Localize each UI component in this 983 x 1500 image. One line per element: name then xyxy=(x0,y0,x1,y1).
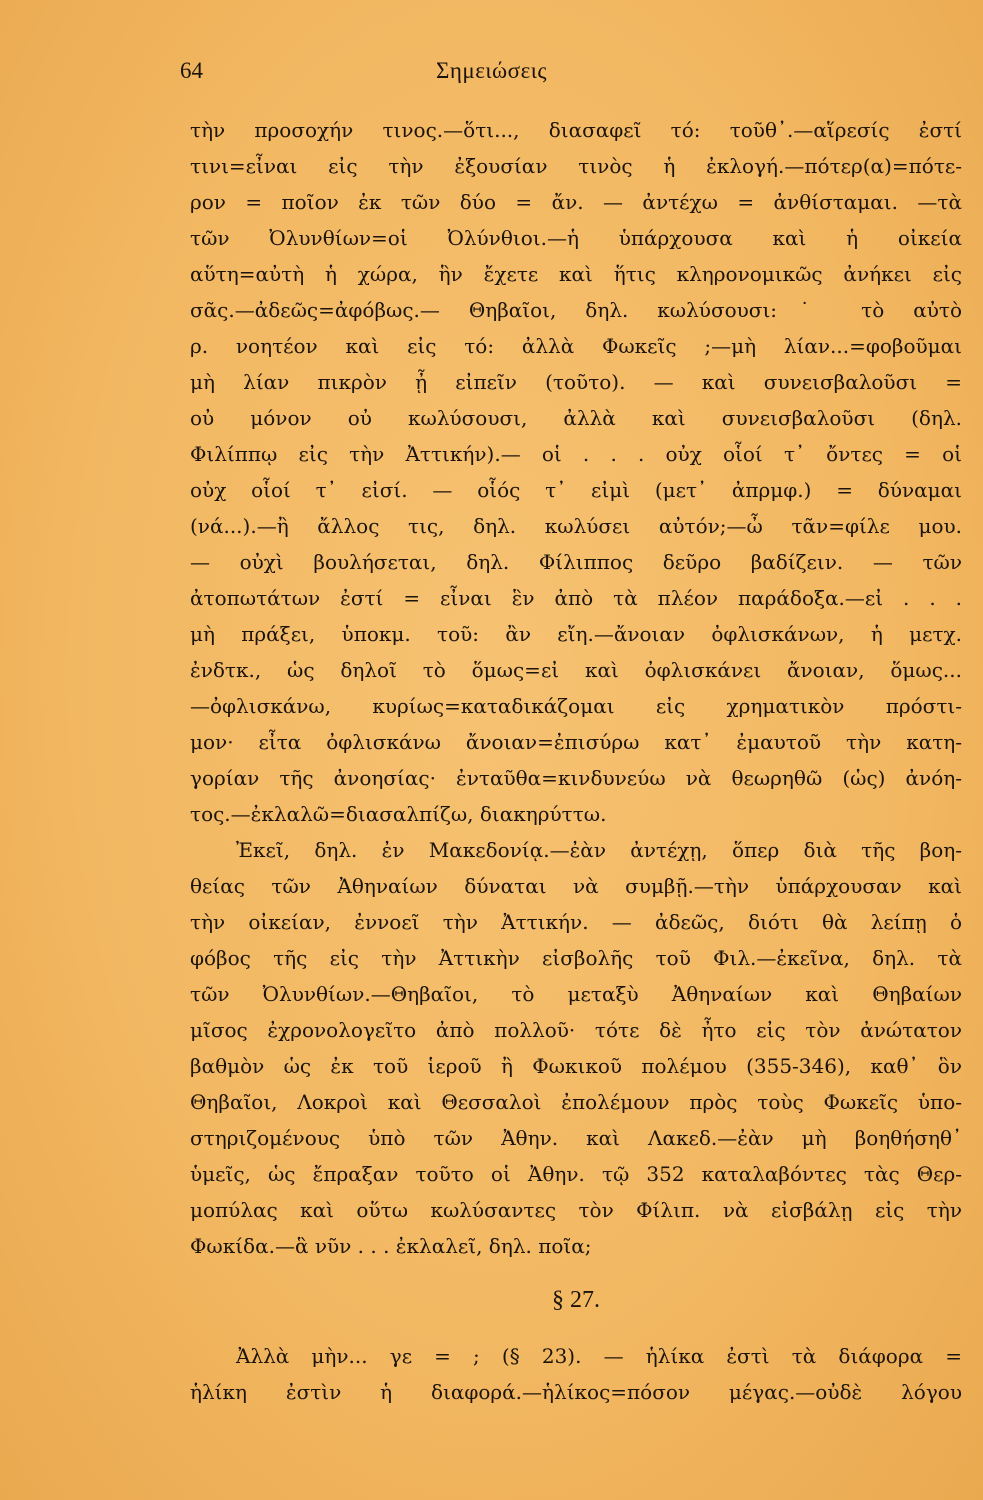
text-line: Θηβαῖοι, Λοκροὶ καὶ Θεσσαλοὶ ἐπολέμουν πρὸς τοὺς Φωκεῖς ὑπο- xyxy=(190,1090,962,1114)
text-line: φόβος τῆς εἰς τὴν Ἀττικὴν εἰσβολῆς τοῦ Φιλ.—ἐκεῖνα, δηλ. τὰ xyxy=(190,946,962,970)
paragraph-1 xyxy=(190,112,962,832)
text-line: μὴ λίαν πικρὸν ᾖ εἰπεῖν (τοῦτο). — καὶ συνεισβαλοῦσι = xyxy=(190,370,962,394)
text-line: σᾶς.—ἀδεῶς=ἀφόβως.— Θηβαῖοι, δηλ. κωλύσουσι:˙ τὸ αὐτὸ xyxy=(190,298,962,322)
text-line: μῖσος ἐχρονολογεῖτο ἀπὸ πολλοῦ· τότε δὲ ἦτο εἰς τὸν ἀνώτατον xyxy=(190,1018,962,1042)
text-line: οὐχ οἷοί τ᾽ εἰσί. — οἷός τ᾽ εἰμὶ (μετ᾽ ἀπρμφ.) = δύναμαι xyxy=(190,478,962,502)
text-line: θείας τῶν Ἀθηναίων δύναται νὰ συμβῇ.—τὴν ὑπάρχουσαν καὶ xyxy=(190,874,962,898)
text-line: τος.—ἐκλαλῶ=διασαλπίζω, διακηρύττω. xyxy=(190,802,607,826)
paragraph-2 xyxy=(190,832,962,1264)
text-line: οὐ μόνον οὐ κωλύσουσι, ἀλλὰ καὶ συνεισβαλοῦσι (δηλ. xyxy=(190,406,962,430)
text-line: ρον = ποῖον ἐκ τῶν δύο = ἄν. — ἀντέχω = ἀνθίσταμαι. —τὰ xyxy=(190,190,962,214)
text-line: —ὀφλισκάνω, κυρίως=καταδικάζομαι εἰς χρηματικὸν πρόστι- xyxy=(190,694,962,718)
text-line: τινι=εἶναι εἰς τὴν ἐξουσίαν τινὸς ἡ ἐκλογή.—πότερ(α)=πότε- xyxy=(190,154,962,178)
text-line: ἀτοπωτάτων ἐστί = εἶναι ἓν ἀπὸ τὰ πλέον παράδοξα.—εἰ . . . xyxy=(190,586,962,610)
text-line: ρ. νοητέον καὶ εἰς τό: ἀλλὰ Φωκεῖς ;—μὴ λίαν...=φοβοῦμαι xyxy=(190,334,962,358)
body-text xyxy=(190,112,962,1410)
text-line: βαθμὸν ὡς ἐκ τοῦ ἱεροῦ ἢ Φωκικοῦ πολέμου (355-346), καθ᾽ ὃν xyxy=(190,1054,962,1078)
text-line: Ἐκεῖ, δηλ. ἐν Μακεδονίᾳ.—ἐὰν ἀντέχῃ, ὅπερ διὰ τῆς βοη- xyxy=(236,838,962,862)
text-line: τῶν Ὀλυνθίων=οἱ Ὀλύνθιοι.—ἡ ὑπάρχουσα καὶ ἡ οἰκεία xyxy=(190,226,962,250)
text-line: — οὐχὶ βουλήσεται, δηλ. Φίλιππος δεῦρο βαδίζειν. — τῶν xyxy=(190,550,962,574)
text-line: τῶν Ὀλυνθίων.—Θηβαῖοι, τὸ μεταξὺ Ἀθηναίων καὶ Θηβαίων xyxy=(190,982,962,1006)
text-line: ἐνδτκ., ὡς δηλοῖ τὸ ὅμως=εἰ καὶ ὀφλισκάνει ἄνοιαν, ὅμως... xyxy=(190,658,962,682)
text-line: ὑμεῖς, ὡς ἔπραξαν τοῦτο οἱ Ἀθην. τῷ 352 καταλαβόντες τὰς Θερ- xyxy=(190,1162,962,1186)
page-number: 64 xyxy=(180,58,203,83)
text-line: ἡλίκη ἐστὶν ἡ διαφορά.—ἡλίκος=πόσον μέγας.—οὐδὲ λόγου xyxy=(190,1380,962,1404)
text-line: (νά...).—ἢ ἄλλος τις, δηλ. κωλύσει αὐτόν;—ὦ τᾶν=φίλε μου. xyxy=(190,514,962,538)
text-line: μον· εἶτα ὀφλισκάνω ἄνοιαν=ἐπισύρω κατ᾽ ἐμαυτοῦ τὴν κατη- xyxy=(190,730,962,754)
text-line: αὕτη=αὐτὴ ἡ χώρα, ἣν ἔχετε καὶ ἥτις κληρονομικῶς ἀνήκει εἰς xyxy=(190,262,962,286)
text-line: στηριζομένους ὑπὸ τῶν Ἀθην. καὶ Λακεδ.—ἐὰν μὴ βοηθήσηθ᾽ xyxy=(190,1126,962,1150)
text-line: τὴν προσοχήν τινος.—ὅτι..., διασαφεῖ τό: τοῦθ᾽.—αἵρεσίς ἐστί xyxy=(190,118,962,142)
text-line: μοπύλας καὶ οὕτω κωλύσαντες τὸν Φίλιπ. νὰ εἰσβάλῃ εἰς τὴν xyxy=(190,1198,962,1222)
text-line: γορίαν τῆς ἀνοησίας· ἐνταῦθα=κινδυνεύω νὰ θεωρηθῶ (ὡς) ἀνόη- xyxy=(190,766,962,790)
page-header xyxy=(0,50,983,94)
text-line: τὴν οἰκείαν, ἐννοεῖ τὴν Ἀττικήν. — ἀδεῶς, διότι θὰ λείπῃ ὁ xyxy=(190,910,962,934)
text-line: μὴ πράξει, ὑποκμ. τοῦ: ἂν εἴη.—ἄνοιαν ὀφλισκάνων, ἡ μετχ. xyxy=(190,622,962,646)
text-line: Ἀλλὰ μὴν... γε = ; (§ 23). — ἡλίκα ἐστὶ τὰ διάφορα = xyxy=(236,1344,962,1368)
text-line: Φιλίππῳ εἰς τὴν Ἀττικήν).— οἱ . . . οὐχ οἷοί τ᾽ ὄντες = οἱ xyxy=(190,442,962,466)
paragraph-3 xyxy=(190,1338,962,1410)
text-line: Φωκίδα.—ἃ νῦν . . . ἐκλαλεῖ, δηλ. ποῖα; xyxy=(190,1234,592,1258)
running-title: Σημειώσεις xyxy=(435,58,548,83)
section-heading: § 27. xyxy=(552,1287,600,1313)
